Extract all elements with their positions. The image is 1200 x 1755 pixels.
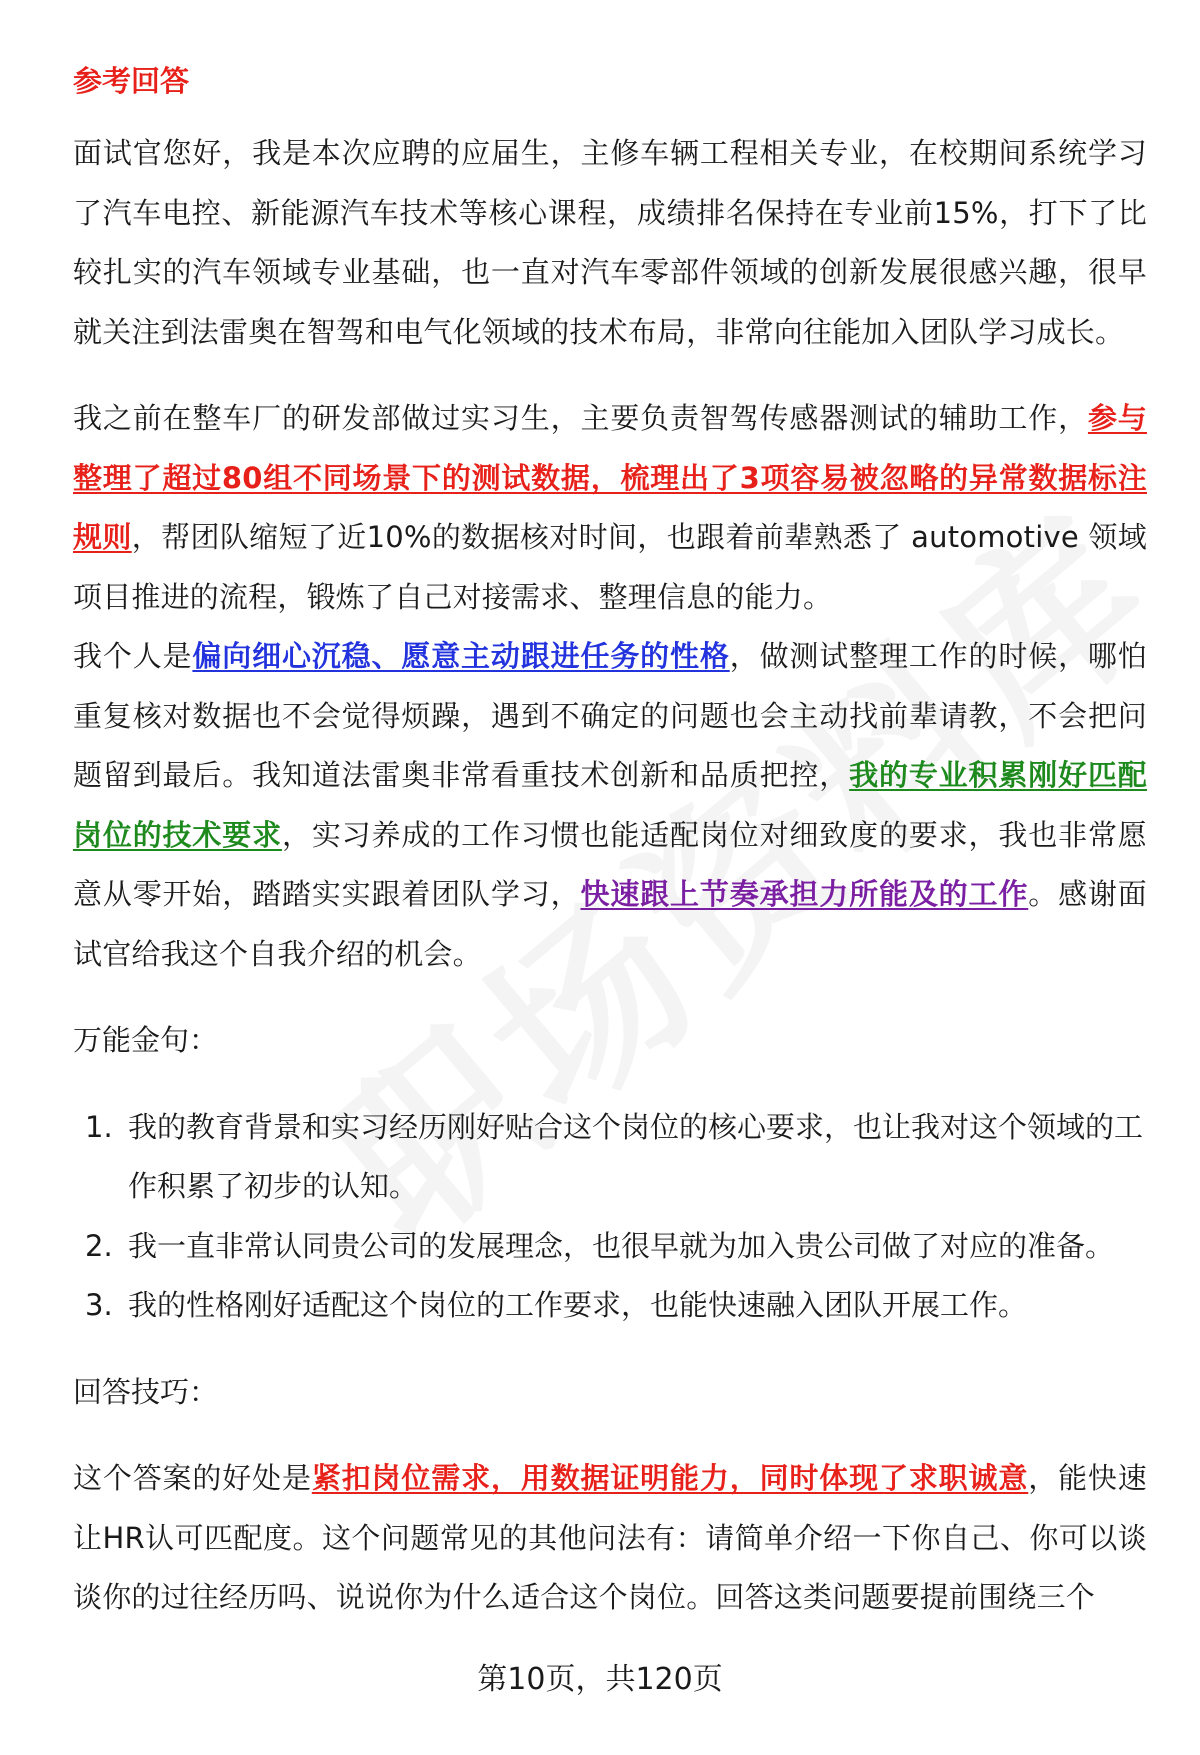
highlight-red: 参与整理了超过80组不同场景下的测试数据，梳理出了3项容易被忽略的异常数据标注规则 (73, 401, 1147, 554)
highlight-green: 我的专业积累刚好匹配岗位的技术要求 (73, 758, 1147, 852)
golden-list (73, 1098, 1147, 1336)
list-item: 1. 我的教育背景和实习经历刚好贴合这个岗位的核心要求，也让我对这个领域的工作积累了初步的认知。 (85, 1109, 1144, 1203)
list-item: 3. 我的性格刚好适配这个岗位的工作要求，也能快速融入团队开展工作。 (85, 1288, 1028, 1322)
paragraph-tips: 这个答案的好处是紧扣岗位需求，用数据证明能力，同时体现了求职诚意，能快速让HR认可匹配度。这个问题常见的其他问法有：请简单介绍一下你自己、你可以谈谈你的过往经历吗、说说你为什么适合这个岗位。回答这类问题要提前围绕三个 (73, 1461, 1147, 1614)
page-number: 第10页，共120页 (477, 1662, 723, 1697)
highlight-red: 紧扣岗位需求，用数据证明能力，同时体现了求职诚意 (311, 1461, 1029, 1495)
highlight-blue: 偏向细心沉稳、愿意主动跟进任务的性格 (192, 639, 730, 673)
golden-label: 万能金句： (73, 1023, 219, 1057)
list-item: 2. 我一直非常认同贵公司的发展理念，也很早就为加入贵公司做了对应的准备。 (85, 1228, 1115, 1263)
highlight-purple: 快速跟上节奏承担力所能及的工作 (580, 877, 1029, 911)
paragraph-intro: 面试官您好，我是本次应聘的应届生，主修车辆工程相关专业，在校期间系统学习了汽车电控、新能源汽车技术等核心课程，成绩排名保持在专业前15%，打下了比较扎实的汽车领域专业基础，也一直对汽车零部件领域的创新发展很感兴趣，很早就关注到法雷奥在智驾和电气化领域的技术布局，非常向往能加入团队学习成长。 (73, 136, 1147, 349)
content-area (73, 52, 1147, 1628)
tips-label: 回答技巧： (73, 1374, 219, 1409)
section-heading: 参考回答 (73, 64, 190, 98)
paragraph-internship: 我之前在整车厂的研发部做过实习生，主要负责智驾传感器测试的辅助工作，参与整理了超过80组不同场景下的测试数据，梳理出了3项容易被忽略的异常数据标注规则，帮团队缩短了近10%的数据核对时间，也跟着前辈熟悉了 automotive 领域项目推进的流程，锻炼了自己对接需求、整理信息的能力。 (73, 401, 1147, 614)
paragraph-personality: 我个人是偏向细心沉稳、愿意主动跟进任务的性格，做测试整理工作的时候，哪怕重复核对数据也不会觉得烦躁，遇到不确定的问题也会主动找前辈请教，不会把问题留到最后。我知道法雷奥非常看重技术创新和品质把控，我的专业积累刚好匹配岗位的技术要求，实习养成的工作习惯也能适配岗位对细致度的要求，我也非常愿意从零开始，踏踏实实跟着团队学习，快速跟上节奏承担力所能及的工作。感谢面试官给我这个自我介绍的机会。 (73, 639, 1147, 971)
